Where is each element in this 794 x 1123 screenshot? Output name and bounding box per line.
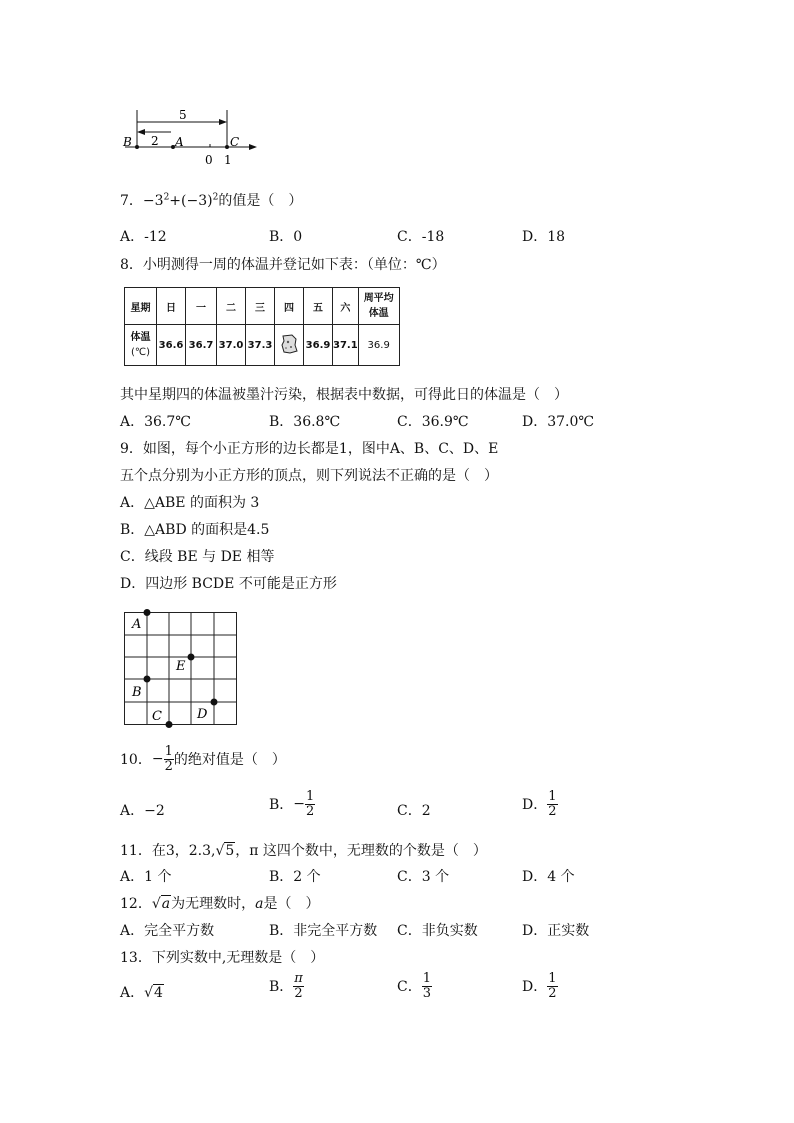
tick-label-1: 1 bbox=[224, 153, 232, 167]
question-12-stem bbox=[120, 893, 319, 913]
q11-option-d: D．4 个 bbox=[522, 869, 575, 885]
grid-point-e bbox=[188, 654, 195, 661]
q7-exp-a: 2 bbox=[163, 192, 170, 203]
data-cell: 36.6 bbox=[157, 325, 186, 366]
q7-expr-b: +(−3) bbox=[169, 193, 213, 209]
header-cell: 星期 bbox=[125, 288, 157, 325]
q10-option-d bbox=[522, 790, 558, 818]
data-cell: 37.0 bbox=[217, 325, 246, 366]
grid-point-a bbox=[144, 609, 151, 616]
q8-option-a: A．36.7℃ bbox=[120, 414, 191, 430]
q12-option-d: D．正实数 bbox=[522, 923, 590, 939]
arrow-2-head bbox=[137, 129, 145, 135]
grid-label-a: A bbox=[132, 617, 142, 632]
q10-opt-d-label: D． bbox=[522, 797, 548, 814]
question-11-stem bbox=[120, 840, 487, 860]
q13-opt-b-fraction bbox=[293, 972, 304, 1000]
q12-number: 12． bbox=[120, 896, 152, 912]
q12-option-a: A．完全平方数 bbox=[120, 923, 215, 939]
q10-option-c: C．2 bbox=[397, 803, 431, 819]
header-cell: 二 bbox=[217, 288, 246, 325]
header-cell: 一 bbox=[186, 288, 217, 325]
label-c: C bbox=[230, 135, 240, 149]
q13-opt-c-den: 3 bbox=[422, 985, 431, 1001]
q13-opt-b-den: 2 bbox=[294, 985, 303, 1001]
q9-option-d: D．四边形 BCDE 不可能是正方形 bbox=[120, 576, 337, 592]
q10-frac-num: 1 bbox=[164, 744, 173, 759]
header-average-line2: 体温 bbox=[368, 308, 389, 319]
q13-opt-a-label: A． bbox=[120, 985, 145, 1001]
row-label-line2: (℃) bbox=[130, 347, 151, 358]
arrow-5-head bbox=[219, 119, 227, 125]
q13-option-a bbox=[120, 982, 164, 1002]
q10-opt-b-num: 1 bbox=[306, 789, 315, 804]
q8-question: 其中星期四的体温被墨汁污染，根据表中数据，可得此日的体温是（ ） bbox=[120, 387, 568, 403]
data-cell: 36.9 bbox=[304, 325, 333, 366]
question-10-stem bbox=[120, 745, 286, 773]
q13-opt-c-num: 1 bbox=[422, 971, 431, 986]
header-cell: 五 bbox=[304, 288, 333, 325]
q11-sqrt-value: 5 bbox=[225, 843, 235, 859]
grid-label-e: E bbox=[176, 659, 186, 674]
grid-label-d: D bbox=[197, 707, 208, 722]
q7-option-b: B．0 bbox=[269, 229, 303, 245]
q9-option-c: C．线段 BE 与 DE 相等 bbox=[120, 549, 275, 565]
temperature-table bbox=[124, 287, 400, 366]
q12-option-c: C．非负实数 bbox=[397, 923, 478, 939]
table-data-row bbox=[125, 325, 400, 366]
data-cell: 37.1 bbox=[333, 325, 359, 366]
q11-option-c: C．3 个 bbox=[397, 869, 450, 885]
q7-option-a: A．-12 bbox=[120, 229, 167, 245]
q7-tail: 的值是（ ） bbox=[218, 193, 303, 209]
q13-opt-c-fraction bbox=[422, 972, 432, 1000]
grid-figure bbox=[120, 606, 242, 730]
q13-opt-d-num: 1 bbox=[548, 971, 557, 986]
q11-option-b: B．2 个 bbox=[269, 869, 321, 885]
data-cell-average: 36.9 bbox=[358, 325, 399, 366]
question-8-stem: 8．小明测得一周的体温并登记如下表：（单位：℃） bbox=[120, 257, 446, 273]
question-13-stem: 13．下列实数中,无理数是（ ） bbox=[120, 950, 325, 966]
q10-opt-d-num: 1 bbox=[548, 789, 557, 804]
q8-option-d: D．37.0℃ bbox=[522, 414, 595, 430]
header-cell: 四 bbox=[275, 288, 304, 325]
q10-opt-b-fraction bbox=[305, 790, 315, 818]
q13-opt-b-label: B． bbox=[269, 979, 294, 996]
q13-opt-d-label: D． bbox=[522, 979, 548, 996]
q10-fraction bbox=[164, 745, 174, 773]
table-header-row bbox=[125, 288, 400, 325]
q13-opt-c-label: C． bbox=[397, 979, 422, 996]
header-cell: 三 bbox=[246, 288, 275, 325]
ink-stain-cell bbox=[275, 325, 304, 366]
label-a: A bbox=[175, 135, 184, 149]
q12-mid: 为无理数时， bbox=[171, 896, 256, 912]
q13-option-b bbox=[269, 972, 304, 1000]
label-5: 5 bbox=[179, 108, 187, 122]
q8-option-b: B．36.8℃ bbox=[269, 414, 341, 430]
ink-stain-icon bbox=[280, 333, 298, 355]
grid-label-b: B bbox=[132, 685, 142, 700]
point-c bbox=[225, 145, 229, 149]
grid-point-d bbox=[211, 699, 218, 706]
q7-option-c: C．-18 bbox=[397, 229, 445, 245]
q12-radicand: a bbox=[161, 896, 171, 912]
q7-number: 7． bbox=[120, 193, 143, 209]
label-2: 2 bbox=[151, 134, 159, 148]
q13-option-c bbox=[397, 972, 432, 1000]
q13-option-d bbox=[522, 972, 558, 1000]
q13-opt-b-num: π bbox=[294, 971, 303, 986]
q7-option-d: D．18 bbox=[522, 229, 566, 245]
row-label-line1: 体温 bbox=[130, 332, 151, 343]
label-b: B bbox=[123, 135, 132, 149]
q10-opt-b-label: B． bbox=[269, 797, 294, 814]
grid-point-b bbox=[144, 676, 151, 683]
tick-label-0: 0 bbox=[205, 153, 213, 167]
question-7-stem bbox=[120, 190, 302, 210]
q7-expr-a: −3 bbox=[142, 193, 164, 209]
q8-option-c: C．36.9℃ bbox=[397, 414, 469, 430]
q11-stem-b: ，π 这四个数中，无理数的个数是（ ） bbox=[235, 843, 487, 859]
q10-opt-b-minus: − bbox=[293, 796, 306, 813]
q10-number: 10． bbox=[120, 752, 152, 769]
data-cell: 36.7 bbox=[186, 325, 217, 366]
q12-sqrt-symbol: √ bbox=[151, 896, 161, 912]
q11-sqrt-symbol: √ bbox=[215, 843, 225, 859]
q10-minus: − bbox=[151, 751, 164, 768]
q13-sqrt-value: 4 bbox=[154, 985, 163, 1001]
data-cell: 37.3 bbox=[246, 325, 275, 366]
q10-option-a: A．−2 bbox=[120, 803, 165, 819]
q10-opt-d-fraction bbox=[547, 790, 557, 818]
header-cell-average bbox=[358, 288, 399, 325]
row-label-cell bbox=[125, 325, 157, 366]
grid-point-c bbox=[166, 721, 173, 728]
axis-arrowhead bbox=[249, 144, 257, 150]
q11-option-a: A．1 个 bbox=[120, 869, 172, 885]
q11-stem-a: 11．在3，2.3, bbox=[120, 843, 216, 859]
grid-label-c: C bbox=[152, 709, 162, 724]
q7-exp-b: 2 bbox=[212, 192, 219, 203]
q10-frac-den: 2 bbox=[164, 758, 173, 774]
q10-option-b bbox=[269, 790, 315, 818]
q13-opt-d-fraction bbox=[547, 972, 557, 1000]
point-b bbox=[135, 145, 139, 149]
number-line-svg bbox=[115, 104, 265, 170]
q12-option-b: B．非完全平方数 bbox=[269, 923, 378, 939]
header-cell: 日 bbox=[157, 288, 186, 325]
q13-sqrt-symbol: √ bbox=[144, 985, 154, 1001]
q10-tail: 的绝对值是（ ） bbox=[173, 752, 286, 769]
q10-opt-b-den: 2 bbox=[306, 803, 315, 819]
header-average-line1: 周平均 bbox=[363, 293, 394, 304]
q12-var: a bbox=[255, 896, 264, 912]
q9-option-b: B．△ABD 的面积是4.5 bbox=[120, 522, 270, 538]
q12-tail: 是（ ） bbox=[263, 896, 320, 912]
header-cell: 六 bbox=[333, 288, 359, 325]
q13-opt-d-den: 2 bbox=[548, 985, 557, 1001]
q9-stem-line1: 9．如图，每个小正方形的边长都是1，图中A、B、C、D、E bbox=[120, 441, 499, 457]
q10-opt-d-den: 2 bbox=[548, 803, 557, 819]
q9-option-a: A．△ABE 的面积为 3 bbox=[120, 495, 260, 511]
q9-stem-line2: 五个点分别为小正方形的顶点，则下列说法不正确的是（ ） bbox=[120, 468, 498, 484]
